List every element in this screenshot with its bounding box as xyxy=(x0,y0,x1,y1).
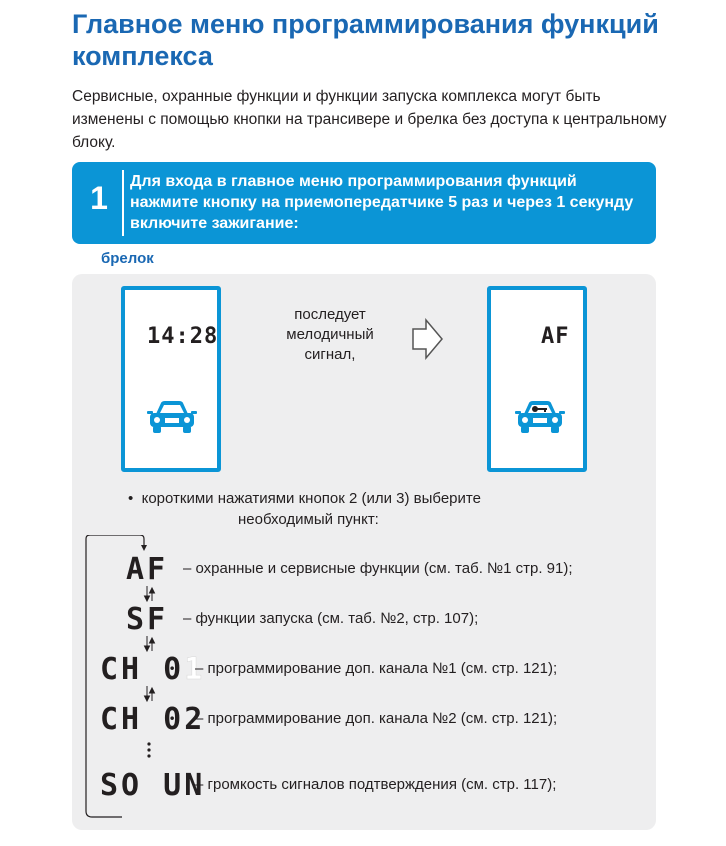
arrow-right-icon xyxy=(412,318,444,360)
menu-code-soun: SO UN xyxy=(100,768,206,803)
step-number: 1 xyxy=(90,180,108,216)
page-title: Главное меню программирования функций комплекса xyxy=(72,9,659,71)
step-instruction: Для входа в главное меню программирования функций нажмите кнопку на приемопередатчике 5 раз и через 1 секунду включите зажигание: xyxy=(130,173,634,232)
intro-paragraph: Сервисные, охранные функции и функции запуска комплекса могут быть изменены с помощью кнопки на трансивере и брелка без доступа к центральному блоку. xyxy=(72,88,667,151)
menu-desc-ch01: – программирование доп. канала №1 (см. стр. 121); xyxy=(195,660,558,677)
lcd-display-left xyxy=(121,286,221,472)
lcd-display-right xyxy=(487,286,587,472)
menu-code-sf: SF xyxy=(126,602,169,637)
menu-code-ch02: CH 02 xyxy=(100,702,206,737)
bullet-instruction xyxy=(128,488,568,530)
lcd-time-readout: 14:28 xyxy=(147,324,219,349)
bullet-line-2: необходимый пункт: xyxy=(238,511,379,528)
menu-code-ch01: CH 01 xyxy=(100,652,206,687)
car-icon xyxy=(147,398,197,436)
menu-desc-ch02: – программирование доп. канала №2 (см. стр. 121); xyxy=(195,710,558,727)
menu-desc-sf: – функции запуска (см. таб. №2, стр. 107); xyxy=(183,610,479,627)
bullet-line-1: короткими нажатиями кнопок 2 (или 3) выберите xyxy=(141,490,481,507)
menu-desc-af: – охранные и сервисные функции (см. таб. №1 стр. 91); xyxy=(183,560,573,577)
transition-text: последует мелодичный сигнал, xyxy=(286,306,374,363)
car-key-icon xyxy=(515,398,565,436)
lcd-mode-readout: AF xyxy=(541,324,570,349)
bullet-dot-icon: • xyxy=(128,490,142,507)
keyfob-label: брелок xyxy=(101,250,154,267)
menu-code-af: AF xyxy=(126,552,169,587)
menu-desc-soun: – громкость сигналов подтверждения (см. стр. 117); xyxy=(195,776,557,793)
step-banner xyxy=(72,162,656,244)
step-divider xyxy=(122,170,124,236)
